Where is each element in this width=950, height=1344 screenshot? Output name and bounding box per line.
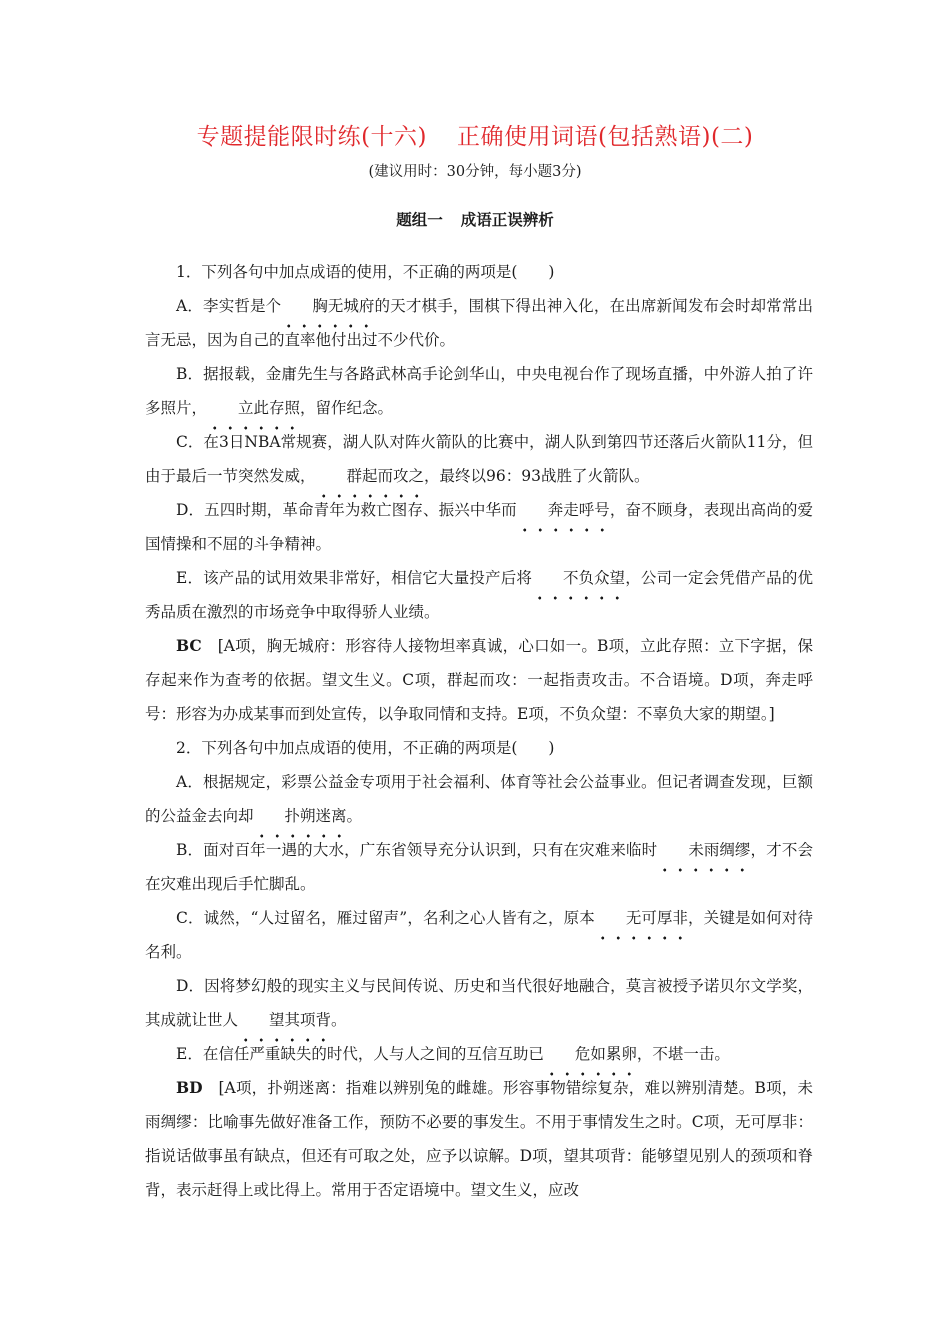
- emphasized-idiom: 无可厚非: [595, 901, 688, 935]
- group-name: 成语正误辨析: [460, 210, 554, 229]
- q1-option-a: A．李实哲是个 胸无城府的天才棋手，围棋下得出神入化，在出席新闻发布会时却常常出言无忌，因为自己的直率他付出过不少代价。: [145, 289, 813, 357]
- page-title: [0, 118, 950, 151]
- q1-option-c: C．在3日NBA常规赛，湖人队对阵火箭队的比赛中，湖人队到第四节还落后火箭队11分，但由于最后一节突然发威， 群起而攻之，最终以96：93战胜了火箭队。: [145, 425, 813, 493]
- emphasized-idiom: 扑朔迷离: [254, 799, 347, 833]
- q2-option-d: D．因将梦幻般的现实主义与民间传说、历史和当代很好地融合，莫言被授予诺贝尔文学奖，其成就让世人 望其项背。: [145, 969, 813, 1037]
- q1-option-d: D．五四时期，革命青年为救亡图存、振兴中华而 奔走呼号，奋不顾身，表现出高尚的爱国情操和不屈的斗争精神。: [145, 493, 813, 561]
- question-2-stem: 2．下列各句中加点成语的使用，不正确的两项是( ): [176, 739, 555, 757]
- q2-answer: [145, 1071, 813, 1207]
- emphasized-idiom: 奔走呼号: [517, 493, 610, 527]
- title-series: 专题提能限时练(十六): [196, 124, 428, 150]
- section-heading: [0, 208, 950, 230]
- time-suggestion: (建议用时：30分钟，每小题3分): [368, 164, 582, 180]
- emphasized-idiom: 立此存照: [207, 391, 300, 425]
- q2-option-a: A．根据规定，彩票公益金专项用于社会福利、体育等社会公益事业。但记者调查发现，巨额的公益金去向却 扑朔迷离。: [145, 765, 813, 833]
- q1-answer: [145, 629, 813, 731]
- q2-option-c: C．诚然，“人过留名，雁过留声”，名利之心人皆有之，原本 无可厚非，关键是如何对待名利。: [145, 901, 813, 969]
- emphasized-idiom: 危如累卵: [544, 1037, 637, 1071]
- q2-option-e: E．在信任严重缺失的时代，人与人之间的互信互助已 危如累卵，不堪一击。: [145, 1037, 813, 1071]
- question-1-stem: 1．下列各句中加点成语的使用，不正确的两项是( ): [176, 263, 555, 281]
- q1-option-e: E．该产品的试用效果非常好，相信它大量投产后将 不负众望，公司一定会凭借产品的优秀品质在激烈的市场竞争中取得骄人业绩。: [145, 561, 813, 629]
- answer-explanation: [A项，胸无城府：形容待人接物坦率真诚，心口如一。B项，立此存照：立下字据，保存起来作为查考的依据。望文生义。C项，群起而攻：一起指责攻击。不合语境。D项，奔走呼号：形容为办成某事而到处宣传，以争取同情和支持。E项，不负众望：不辜负大家的期望。]: [145, 637, 813, 723]
- q1-option-b: B．据报载，金庸先生与各路武林高手论剑华山，中央电视台作了现场直播，中外游人拍了许多照片， 立此存照，留作纪念。: [145, 357, 813, 425]
- emphasized-idiom: 胸无城府: [281, 289, 374, 323]
- emphasized-idiom: 未雨绸缪: [657, 833, 750, 867]
- question-content: [145, 255, 813, 1207]
- emphasized-idiom: 不负众望: [532, 561, 625, 595]
- q2-option-b: B．面对百年一遇的大水，广东省领导充分认识到，只有在灾难来临时 未雨绸缪，才不会在灾难出现后手忙脚乱。: [145, 833, 813, 901]
- answer-key: BD: [176, 1078, 203, 1097]
- group-number: 题组一: [396, 210, 443, 229]
- answer-key: BC: [176, 636, 202, 655]
- emphasized-idiom: 望其项背: [238, 1003, 331, 1037]
- emphasized-idiom: 群起而攻之: [316, 459, 425, 493]
- title-topic: 正确使用词语(包括熟语)(二): [457, 124, 754, 150]
- answer-explanation: [A项，扑朔迷离：指难以辨别兔的雌雄。形容事物错综复杂，难以辨别清楚。B项，未雨绸缪：比喻事先做好准备工作，预防不必要的事发生。不用于事情发生之时。C项，无可厚非：指说话做事虽有缺点，但还有可取之处，应予以谅解。D项，望其项背：能够望见别人的颈项和脊背，表示赶得上或比得上。常用于否定语境中。望文生义，应改: [145, 1079, 813, 1199]
